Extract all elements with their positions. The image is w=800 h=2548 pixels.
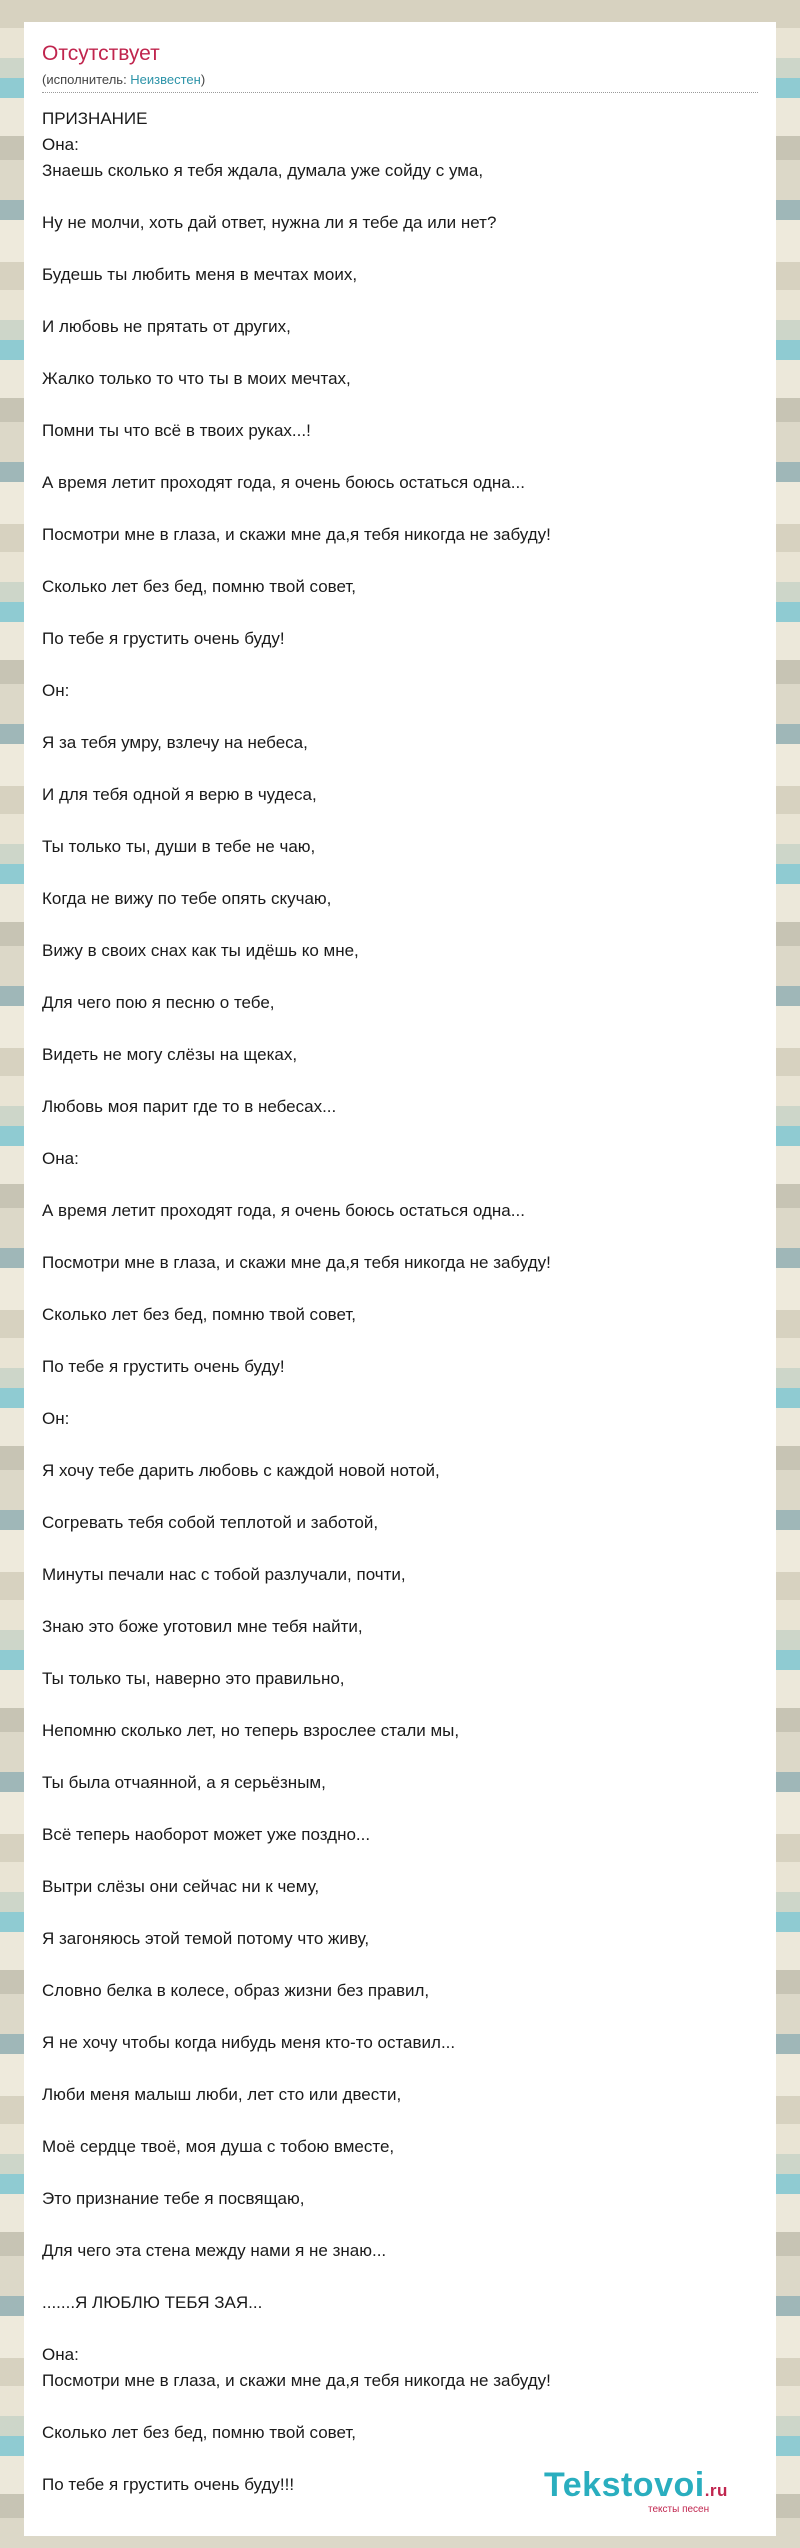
lyrics-blank-line (42, 1016, 758, 1042)
lyrics-blank-line (42, 1588, 758, 1614)
lyrics-blank-line (42, 1068, 758, 1094)
lyrics-text (42, 106, 758, 2498)
lyrics-line: Моё сердце твоё, моя душа с тобою вместе, (42, 2137, 395, 2156)
lyrics-blank-line (42, 2264, 758, 2290)
lyrics-line: Вытри слёзы они сейчас ни к чему, (42, 1877, 320, 1896)
lyrics-blank-line (42, 1276, 758, 1302)
lyrics-line: Я не хочу чтобы когда нибудь меня кто-то оставил... (42, 2033, 456, 2052)
lyrics-line: А время летит проходят года, я очень боюсь остаться одна... (42, 473, 525, 492)
lyrics-line: Сколько лет без бед, помню твой совет, (42, 1305, 357, 1324)
lyrics-line: ПРИЗНАНИЕ (42, 109, 148, 128)
lyrics-blank-line (42, 1640, 758, 1666)
lyrics-blank-line (42, 444, 758, 470)
lyrics-blank-line (42, 2108, 758, 2134)
lyrics-line: Сколько лет без бед, помню твой совет, (42, 577, 357, 596)
lyrics-blank-line (42, 1536, 758, 1562)
content-panel (24, 22, 776, 2536)
lyrics-blank-line (42, 600, 758, 626)
lyrics-blank-line (42, 2056, 758, 2082)
lyrics-blank-line (42, 1692, 758, 1718)
lyrics-blank-line (42, 392, 758, 418)
lyrics-blank-line (42, 184, 758, 210)
lyrics-line: Она: (42, 2345, 79, 2364)
song-header (42, 42, 758, 88)
lyrics-line: Вижу в своих снах как ты идёшь ко мне, (42, 941, 359, 960)
lyrics-blank-line (42, 2316, 758, 2342)
lyrics-blank-line (42, 1848, 758, 1874)
lyrics-blank-line (42, 808, 758, 834)
lyrics-blank-line (42, 2004, 758, 2030)
lyrics-blank-line (42, 1432, 758, 1458)
lyrics-line: Я хочу тебе дарить любовь с каждой новой нотой, (42, 1461, 440, 1480)
lyrics-line: Она: (42, 135, 79, 154)
lyrics-line: Ты только ты, души в тебе не чаю, (42, 837, 316, 856)
lyrics-line: Ты только ты, наверно это правильно, (42, 1669, 345, 1688)
lyrics-line: Она: (42, 1149, 79, 1168)
lyrics-line: Это признание тебе я посвящаю, (42, 2189, 305, 2208)
artist-link[interactable]: Неизвестен (130, 72, 201, 87)
lyrics-line: А время летит проходят года, я очень боюсь остаться одна... (42, 1201, 525, 1220)
lyrics-blank-line (42, 964, 758, 990)
lyrics-line: Он: (42, 1409, 70, 1428)
logo-tld: .ru (704, 2481, 728, 2500)
header-divider (42, 92, 758, 93)
lyrics-line: По тебе я грустить очень буду!!! (42, 2475, 295, 2494)
lyrics-blank-line (42, 1744, 758, 1770)
lyrics-blank-line (42, 340, 758, 366)
lyrics-line: Посмотри мне в глаза, и скажи мне да,я тебя никогда не забуду! (42, 1253, 551, 1272)
lyrics-line: Жалко только то что ты в моих мечтах, (42, 369, 351, 388)
lyrics-line: Ты была отчаянной, а я серьёзным, (42, 1773, 326, 1792)
lyrics-blank-line (42, 548, 758, 574)
lyrics-line: Помни ты что всё в твоих руках...! (42, 421, 311, 440)
lyrics-line: Я загоняюсь этой темой потому что живу, (42, 1929, 370, 1948)
lyrics-line: Непомню сколько лет, но теперь взрослее стали мы, (42, 1721, 460, 1740)
artist-prefix: (исполнитель: (42, 72, 131, 87)
lyrics-blank-line (42, 2394, 758, 2420)
lyrics-line: Для чего пою я песню о тебе, (42, 993, 275, 1012)
lyrics-line: Будешь ты любить меня в мечтах моих, (42, 265, 358, 284)
lyrics-line: По тебе я грустить очень буду! (42, 1357, 285, 1376)
artist-line (42, 72, 758, 88)
lyrics-line: Я за тебя умру, взлечу на небеса, (42, 733, 308, 752)
lyrics-line: И для тебя одной я верю в чудеса, (42, 785, 317, 804)
lyrics-blank-line (42, 704, 758, 730)
lyrics-blank-line (42, 1952, 758, 1978)
lyrics-line: Он: (42, 681, 70, 700)
lyrics-line: Посмотри мне в глаза, и скажи мне да,я тебя никогда не забуду! (42, 2371, 551, 2390)
lyrics-blank-line (42, 236, 758, 262)
lyrics-line: Когда не вижу по тебе опять скучаю, (42, 889, 332, 908)
song-title: Отсутствует (42, 42, 160, 65)
lyrics-blank-line (42, 1796, 758, 1822)
lyrics-line: Словно белка в колесе, образ жизни без правил, (42, 1981, 430, 2000)
lyrics-line: Согревать тебя собой теплотой и заботой, (42, 1513, 379, 1532)
lyrics-line: Видеть не могу слёзы на щеках, (42, 1045, 298, 1064)
artist-suffix: ) (200, 72, 206, 87)
lyrics-line: Посмотри мне в глаза, и скажи мне да,я тебя никогда не забуду! (42, 525, 551, 544)
lyrics-blank-line (42, 912, 758, 938)
lyrics-blank-line (42, 1120, 758, 1146)
lyrics-line: Всё теперь наоборот может уже поздно... (42, 1825, 371, 1844)
lyrics-blank-line (42, 2160, 758, 2186)
lyrics-line: Для чего эта стена между нами я не знаю... (42, 2241, 387, 2260)
lyrics-blank-line (42, 1328, 758, 1354)
lyrics-line: Люби меня малыш люби, лет сто или двести, (42, 2085, 402, 2104)
logo-name: Tekstovoi (544, 2466, 705, 2504)
lyrics-blank-line (42, 652, 758, 678)
lyrics-line: Ну не молчи, хоть дай ответ, нужна ли я тебе да или нет? (42, 213, 497, 232)
lyrics-line: Минуты печали нас с тобой разлучали, почти, (42, 1565, 406, 1584)
lyrics-line: Сколько лет без бед, помню твой совет, (42, 2423, 357, 2442)
logo-tagline: тексты песен (648, 2504, 710, 2515)
lyrics-line: Знаю это боже уготовил мне тебя найти, (42, 1617, 363, 1636)
lyrics-line: По тебе я грустить очень буду! (42, 629, 285, 648)
lyrics-blank-line (42, 496, 758, 522)
lyrics-blank-line (42, 1900, 758, 1926)
lyrics-blank-line (42, 1172, 758, 1198)
lyrics-blank-line (42, 2212, 758, 2238)
lyrics-blank-line (42, 288, 758, 314)
lyrics-line: Знаешь сколько я тебя ждала, думала уже сойду с ума, (42, 161, 484, 180)
lyrics-blank-line (42, 1224, 758, 1250)
lyrics-line: И любовь не прятать от других, (42, 317, 291, 336)
lyrics-blank-line (42, 1380, 758, 1406)
lyrics-line: Любовь моя парит где то в небесах... (42, 1097, 337, 1116)
lyrics-line: .......Я ЛЮБЛЮ ТЕБЯ ЗАЯ... (42, 2293, 263, 2312)
lyrics-blank-line (42, 860, 758, 886)
lyrics-blank-line (42, 756, 758, 782)
lyrics-blank-line (42, 1484, 758, 1510)
